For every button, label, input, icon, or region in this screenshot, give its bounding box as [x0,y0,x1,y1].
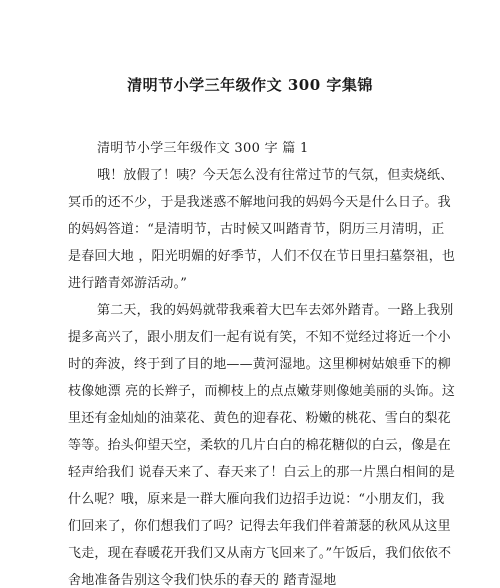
essay-line: 提多高兴了，跟小朋友们一起有说有笑，不知不觉经过将近一个小 [68,330,451,345]
essay-line: 枝像她漂 亮的长辫子，而柳枝上的点点嫩芽则像她美丽的头饰。这 [68,384,456,399]
essay-line: 的妈妈答道：“是清明节，古时候又叫踏青节，阴历三月清明，正 [68,222,445,237]
essay-line: 第二天，我的妈妈就带我乘着大巴车去郊外踏青。一路上我别 [97,303,454,318]
essay-line: 时的奔波，终于到了目的地——黄河湿地。这里柳树姑娘垂下的柳 [68,357,451,372]
essay-line: 等等。抬头仰望天空，柔软的几片白白的棉花糖似的白云，像是在 [68,438,451,453]
essay-line: 冥币的还不少，于是我迷惑不解地问我的妈妈今天是什么日子。我 [68,195,451,210]
essay-line: 哦！放假了！咦？今天怎么没有往常过节的气氛，但卖烧纸、 [97,168,454,183]
essay-line: 什么呢？哦，原来是一群大雁向我们边招手边说：“小朋友们，我 [68,492,445,507]
essay-line: 进行踏青郊游活动。” [68,276,188,291]
essay-line: 舍地准备告别这令我们快乐的春天的 踏青湿地 [68,573,337,588]
document-title: 清明节小学三年级作文 300 字集锦 [127,76,373,94]
essay-line: 里还有金灿灿的油菜花、黄色的迎春花、粉嫩的桃花、雪白的梨花 [68,411,451,426]
essay-line: 是春回大地 ，阳光明媚的好季节，人们不仅在节日里扫墓祭祖，也 [68,249,456,264]
essay-line: 轻声给我们 说春天来了、春天来了！白云上的那一片黑白相间的是 [68,465,456,480]
essay-line: 们回来了，你们想我们了吗？记得去年我们伴着萧瑟的秋风从这里 [68,519,451,534]
essay-line: 飞走，现在春暖花开我们又从南方飞回来了。”午饭后，我们依依不 [68,546,452,561]
essay-heading: 清明节小学三年级作文 300 字 篇 1 [97,141,309,156]
